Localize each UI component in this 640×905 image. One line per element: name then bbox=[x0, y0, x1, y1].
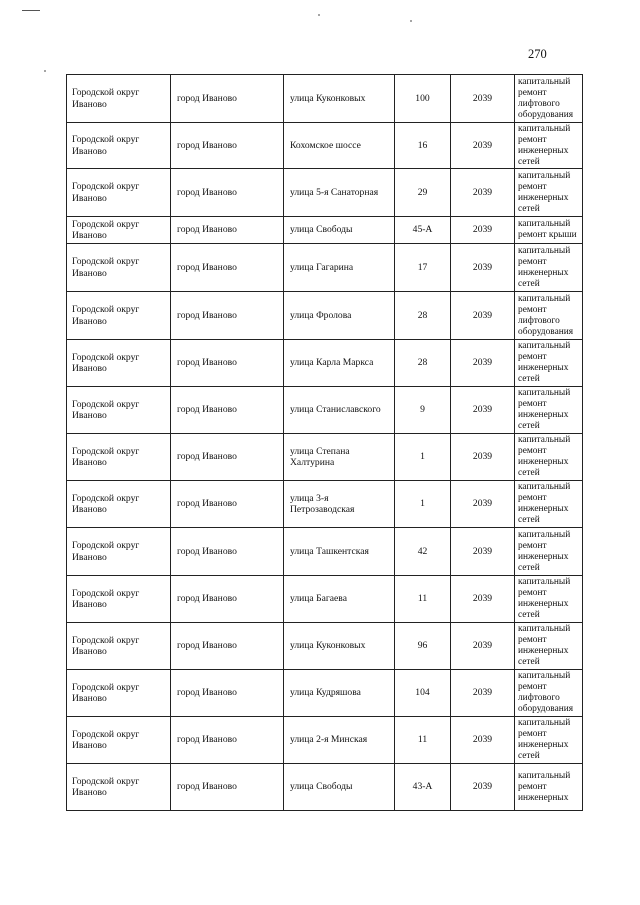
street-cell bbox=[284, 169, 395, 217]
district-text: Городской округ Иваново bbox=[72, 540, 140, 563]
district-text: Городской округ Иваново bbox=[72, 398, 140, 421]
table-row bbox=[67, 717, 583, 764]
table-row bbox=[67, 123, 583, 169]
table-row bbox=[67, 481, 583, 528]
district-cell bbox=[67, 623, 171, 670]
year-cell bbox=[451, 123, 515, 169]
house-number-text: 45-А bbox=[412, 224, 433, 236]
house-number-cell bbox=[395, 340, 451, 387]
city-cell bbox=[171, 528, 284, 576]
district-cell bbox=[67, 481, 171, 528]
city-cell bbox=[171, 623, 284, 670]
page-number: 270 bbox=[528, 47, 547, 61]
work-type-cell bbox=[515, 481, 583, 528]
street-text: улица Багаева bbox=[290, 593, 347, 605]
street-text: улица Куконковых bbox=[290, 640, 366, 652]
street-text: улица Ташкентская bbox=[290, 545, 369, 557]
house-number-text: 104 bbox=[415, 687, 430, 699]
house-number-text: 43-А bbox=[412, 781, 433, 793]
district-cell bbox=[67, 387, 171, 434]
scan-dot bbox=[410, 20, 412, 22]
year-cell bbox=[451, 670, 515, 717]
district-text: Городской округ Иваново bbox=[72, 218, 140, 241]
district-cell bbox=[67, 123, 171, 169]
street-text: улица 5-я Санаторная bbox=[290, 186, 379, 198]
city-text: город Иваново bbox=[177, 781, 237, 793]
work-type-text: капитальный ремонт инженерных сетей bbox=[518, 341, 571, 384]
work-type-cell bbox=[515, 764, 583, 811]
street-cell bbox=[284, 670, 395, 717]
table-row bbox=[67, 340, 583, 387]
work-type-cell bbox=[515, 576, 583, 623]
repair-schedule-table bbox=[66, 74, 583, 811]
street-text: улица Гагарина bbox=[290, 261, 354, 273]
street-cell bbox=[284, 481, 395, 528]
house-number-cell bbox=[395, 764, 451, 811]
city-text: город Иваново bbox=[177, 261, 237, 273]
city-text: город Иваново bbox=[177, 309, 237, 321]
year-cell bbox=[451, 717, 515, 764]
house-number-cell bbox=[395, 75, 451, 123]
year-text: 2039 bbox=[472, 261, 493, 273]
year-text: 2039 bbox=[472, 357, 493, 369]
year-cell bbox=[451, 481, 515, 528]
house-number-text: 11 bbox=[417, 593, 428, 605]
street-cell bbox=[284, 217, 395, 244]
house-number-text: 100 bbox=[415, 92, 430, 104]
year-cell bbox=[451, 387, 515, 434]
district-text: Городской округ Иваново bbox=[72, 134, 140, 157]
year-text: 2039 bbox=[472, 781, 493, 793]
work-type-text: капитальный ремонт инженерных сетей bbox=[518, 624, 571, 667]
table-row bbox=[67, 764, 583, 811]
house-number-text: 29 bbox=[417, 186, 428, 198]
work-type-text: капитальный ремонт крыши bbox=[518, 219, 577, 240]
house-number-cell bbox=[395, 576, 451, 623]
city-text: город Иваново bbox=[177, 404, 237, 416]
work-type-cell bbox=[515, 340, 583, 387]
street-cell bbox=[284, 244, 395, 292]
district-text: Городской округ Иваново bbox=[72, 587, 140, 610]
house-number-cell bbox=[395, 387, 451, 434]
street-text: улица Степана Халтурина bbox=[290, 445, 350, 468]
district-cell bbox=[67, 217, 171, 244]
table-row bbox=[67, 292, 583, 340]
city-text: город Иваново bbox=[177, 498, 237, 510]
house-number-cell bbox=[395, 123, 451, 169]
city-text: город Иваново bbox=[177, 92, 237, 104]
district-text: Городской округ Иваново bbox=[72, 304, 140, 327]
district-text: Городской округ Иваново bbox=[72, 492, 140, 515]
district-cell bbox=[67, 576, 171, 623]
work-type-text: капитальный ремонт инженерных сетей bbox=[518, 388, 571, 431]
work-type-cell bbox=[515, 217, 583, 244]
year-text: 2039 bbox=[472, 451, 493, 463]
year-text: 2039 bbox=[472, 498, 493, 510]
district-cell bbox=[67, 434, 171, 481]
year-cell bbox=[451, 576, 515, 623]
district-cell bbox=[67, 528, 171, 576]
work-type-text: капитальный ремонт инженерных сетей bbox=[518, 170, 571, 214]
street-text: улица Станиславского bbox=[290, 404, 381, 416]
work-type-cell bbox=[515, 670, 583, 717]
city-text: город Иваново bbox=[177, 545, 237, 557]
district-text: Городской округ Иваново bbox=[72, 351, 140, 374]
street-text: улица Свободы bbox=[290, 224, 353, 236]
district-cell bbox=[67, 244, 171, 292]
year-text: 2039 bbox=[472, 545, 493, 557]
street-cell bbox=[284, 528, 395, 576]
house-number-cell bbox=[395, 481, 451, 528]
work-type-text: капитальный ремонт инженерных сетей bbox=[518, 245, 571, 289]
year-cell bbox=[451, 217, 515, 244]
house-number-cell bbox=[395, 244, 451, 292]
city-text: город Иваново bbox=[177, 139, 237, 151]
house-number-cell bbox=[395, 528, 451, 576]
year-cell bbox=[451, 244, 515, 292]
work-type-cell bbox=[515, 387, 583, 434]
city-cell bbox=[171, 217, 284, 244]
year-text: 2039 bbox=[472, 734, 493, 746]
house-number-text: 1 bbox=[420, 498, 425, 510]
work-type-cell bbox=[515, 528, 583, 576]
work-type-cell bbox=[515, 292, 583, 340]
work-type-text: капитальный ремонт инженерных сетей bbox=[518, 529, 571, 573]
year-text: 2039 bbox=[472, 92, 493, 104]
street-cell bbox=[284, 576, 395, 623]
street-cell bbox=[284, 623, 395, 670]
work-type-text: капитальный ремонт лифтового оборудования bbox=[518, 671, 574, 714]
city-text: город Иваново bbox=[177, 186, 237, 198]
city-text: город Иваново bbox=[177, 451, 237, 463]
city-cell bbox=[171, 481, 284, 528]
city-cell bbox=[171, 123, 284, 169]
work-type-text: капитальный ремонт инженерных bbox=[518, 770, 571, 803]
city-text: город Иваново bbox=[177, 734, 237, 746]
district-text: Городской округ Иваново bbox=[72, 775, 140, 798]
work-type-text: капитальный ремонт инженерных сетей bbox=[518, 435, 571, 478]
house-number-cell bbox=[395, 670, 451, 717]
street-cell bbox=[284, 764, 395, 811]
street-text: Кохомское шоссе bbox=[290, 139, 361, 151]
table-row bbox=[67, 623, 583, 670]
city-cell bbox=[171, 244, 284, 292]
house-number-cell bbox=[395, 623, 451, 670]
city-cell bbox=[171, 670, 284, 717]
work-type-text: капитальный ремонт инженерных сетей bbox=[518, 577, 571, 620]
house-number-cell bbox=[395, 434, 451, 481]
city-cell bbox=[171, 576, 284, 623]
house-number-text: 28 bbox=[417, 357, 428, 369]
table-body bbox=[67, 75, 583, 811]
year-cell bbox=[451, 75, 515, 123]
work-type-cell bbox=[515, 434, 583, 481]
table-row bbox=[67, 217, 583, 244]
year-text: 2039 bbox=[472, 640, 493, 652]
year-cell bbox=[451, 340, 515, 387]
district-text: Городской округ Иваново bbox=[72, 634, 140, 657]
table-row bbox=[67, 169, 583, 217]
table-row bbox=[67, 434, 583, 481]
table-row bbox=[67, 528, 583, 576]
house-number-cell bbox=[395, 717, 451, 764]
work-type-text: капитальный ремонт лифтового оборудования bbox=[518, 76, 574, 120]
city-text: город Иваново bbox=[177, 593, 237, 605]
year-text: 2039 bbox=[472, 139, 493, 151]
work-type-cell bbox=[515, 717, 583, 764]
city-cell bbox=[171, 764, 284, 811]
house-number-text: 28 bbox=[417, 309, 428, 321]
house-number-cell bbox=[395, 217, 451, 244]
year-text: 2039 bbox=[472, 224, 493, 236]
year-text: 2039 bbox=[472, 186, 493, 198]
house-number-text: 16 bbox=[417, 139, 428, 151]
work-type-cell bbox=[515, 75, 583, 123]
street-cell bbox=[284, 717, 395, 764]
district-cell bbox=[67, 169, 171, 217]
street-text: улица Фролова bbox=[290, 309, 352, 321]
work-type-cell bbox=[515, 623, 583, 670]
year-cell bbox=[451, 764, 515, 811]
street-text: улица Карла Маркса bbox=[290, 357, 374, 369]
year-text: 2039 bbox=[472, 404, 493, 416]
district-cell bbox=[67, 717, 171, 764]
table-row bbox=[67, 387, 583, 434]
house-number-text: 11 bbox=[417, 734, 428, 746]
city-cell bbox=[171, 387, 284, 434]
city-cell bbox=[171, 292, 284, 340]
scan-dot bbox=[44, 70, 46, 72]
city-text: город Иваново bbox=[177, 687, 237, 699]
year-text: 2039 bbox=[472, 687, 493, 699]
district-cell bbox=[67, 340, 171, 387]
year-text: 2039 bbox=[472, 593, 493, 605]
city-text: город Иваново bbox=[177, 224, 237, 236]
work-type-cell bbox=[515, 169, 583, 217]
house-number-cell bbox=[395, 292, 451, 340]
district-text: Городской округ Иваново bbox=[72, 445, 140, 468]
work-type-text: капитальный ремонт инженерных сетей bbox=[518, 718, 571, 761]
district-text: Городской округ Иваново bbox=[72, 181, 140, 204]
table-row bbox=[67, 576, 583, 623]
street-text: улица Свободы bbox=[290, 781, 353, 793]
table-row bbox=[67, 670, 583, 717]
house-number-text: 9 bbox=[420, 404, 425, 416]
scan-mark bbox=[22, 10, 40, 11]
house-number-text: 96 bbox=[417, 640, 428, 652]
district-text: Городской округ Иваново bbox=[72, 256, 140, 279]
work-type-cell bbox=[515, 123, 583, 169]
work-type-text: капитальный ремонт лифтового оборудования bbox=[518, 293, 574, 337]
district-text: Городской округ Иваново bbox=[72, 87, 140, 110]
district-cell bbox=[67, 764, 171, 811]
city-cell bbox=[171, 717, 284, 764]
street-cell bbox=[284, 387, 395, 434]
year-cell bbox=[451, 434, 515, 481]
street-cell bbox=[284, 340, 395, 387]
year-cell bbox=[451, 528, 515, 576]
work-type-text: капитальный ремонт инженерных сетей bbox=[518, 123, 571, 167]
house-number-text: 17 bbox=[417, 261, 428, 273]
district-text: Городской округ Иваново bbox=[72, 728, 140, 751]
year-cell bbox=[451, 292, 515, 340]
district-text: Городской округ Иваново bbox=[72, 681, 140, 704]
street-cell bbox=[284, 292, 395, 340]
year-cell bbox=[451, 169, 515, 217]
city-text: город Иваново bbox=[177, 640, 237, 652]
district-cell bbox=[67, 75, 171, 123]
year-text: 2039 bbox=[472, 309, 493, 321]
street-text: улица Куконковых bbox=[290, 92, 366, 104]
house-number-text: 42 bbox=[417, 545, 428, 557]
street-cell bbox=[284, 123, 395, 169]
scan-dot bbox=[318, 14, 320, 16]
table-row bbox=[67, 75, 583, 123]
house-number-cell bbox=[395, 169, 451, 217]
street-text: улица 2-я Минская bbox=[290, 734, 368, 746]
city-cell bbox=[171, 169, 284, 217]
year-cell bbox=[451, 623, 515, 670]
city-cell bbox=[171, 434, 284, 481]
street-text: улица 3-я Петрозаводская bbox=[290, 492, 355, 515]
city-text: город Иваново bbox=[177, 357, 237, 369]
district-cell bbox=[67, 670, 171, 717]
street-cell bbox=[284, 75, 395, 123]
house-number-text: 1 bbox=[420, 451, 425, 463]
work-type-cell bbox=[515, 244, 583, 292]
district-cell bbox=[67, 292, 171, 340]
table-row bbox=[67, 244, 583, 292]
street-cell bbox=[284, 434, 395, 481]
city-cell bbox=[171, 340, 284, 387]
street-text: улица Кудряшова bbox=[290, 687, 361, 699]
city-cell bbox=[171, 75, 284, 123]
work-type-text: капитальный ремонт инженерных сетей bbox=[518, 482, 571, 525]
